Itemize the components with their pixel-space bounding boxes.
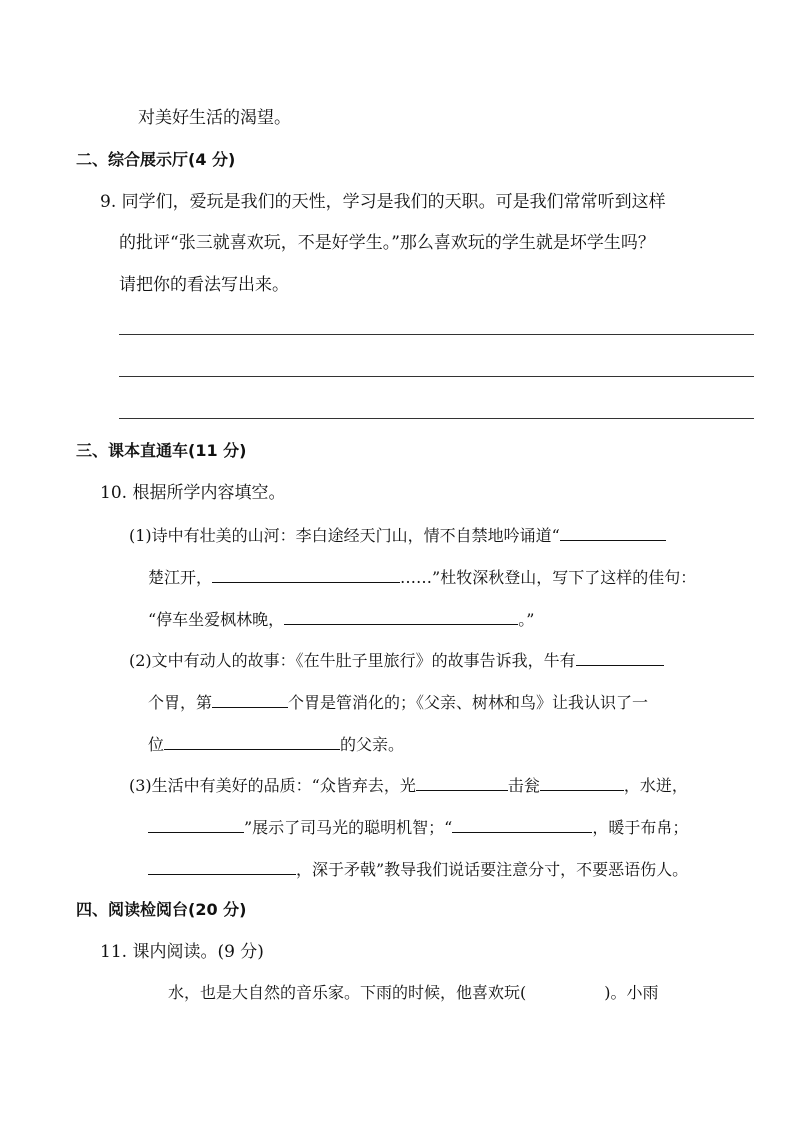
- q11-passage-text-b: )。小雨: [604, 983, 659, 1002]
- answer-line-3[interactable]: [119, 418, 754, 419]
- q10-part3-line2: [148, 815, 688, 840]
- q10-p3-text-a: (3)生活中有美好的品质：“众皆弃去，光: [129, 776, 416, 795]
- q10-p3-blank-1[interactable]: [416, 773, 508, 791]
- q10-part2-line1: [129, 648, 664, 673]
- q10-p1-text-d: “停车坐爱枫林晚，: [148, 610, 285, 629]
- q10-p3-blank-3[interactable]: [148, 815, 244, 833]
- q10-p3-text-c: ，水迸，: [623, 776, 688, 795]
- q10-part2-line2: [148, 690, 648, 715]
- q10-p2-text-d: 位: [148, 735, 165, 754]
- q10-part3-line3: [148, 857, 688, 882]
- q10-part1-line2: [148, 565, 696, 590]
- q10-p3-text-b: 击瓮: [507, 776, 540, 795]
- q10-p1-blank-2[interactable]: [212, 565, 400, 583]
- q10-p2-blank-2[interactable]: [212, 690, 288, 708]
- q10-p2-text-c: 个胃是管消化的；《父亲、树林和鸟》让我认识了一: [288, 693, 649, 712]
- q10-part3-line1: [129, 773, 688, 798]
- q10-p1-text-e: 。”: [518, 610, 535, 629]
- q10-p1-blank-3[interactable]: [284, 607, 518, 625]
- q11-title: 11. 课内阅读。(9 分): [100, 942, 264, 962]
- answer-line-2[interactable]: [119, 376, 754, 377]
- q9-line-2: 的批评“张三就喜欢玩，不是好学生。”那么喜欢玩的学生就是坏学生吗？: [119, 233, 655, 253]
- q10-p2-blank-1[interactable]: [576, 648, 664, 666]
- q11-passage-text-a: 水，也是大自然的音乐家。下雨的时候，他喜欢玩(: [168, 983, 527, 1002]
- q10-p3-blank-2[interactable]: [540, 773, 624, 791]
- section-2-heading: 二、综合展示厅(4 分): [76, 150, 236, 169]
- q10-part2-line3: [148, 732, 404, 757]
- q9-number: 9.: [100, 192, 117, 212]
- q10-p2-blank-3[interactable]: [164, 732, 340, 750]
- q9-text-1: 同学们，爱玩是我们的天性，学习是我们的天职。可是我们常常听到这样: [121, 192, 666, 212]
- q10-p1-blank-1[interactable]: [560, 523, 666, 541]
- answer-line-1[interactable]: [119, 334, 754, 335]
- q10-part1-line3: [148, 607, 534, 632]
- continuation-line: 对美好生活的渴望。: [138, 108, 291, 128]
- q10-p1-text-c: ……”杜牧深秋登山，写下了这样的佳句：: [400, 568, 697, 587]
- q10-p1-text-b: 楚江开，: [148, 568, 213, 587]
- q10-p3-text-e: ，暖于布帛；: [592, 818, 689, 837]
- q10-p2-text-e: 的父亲。: [340, 735, 405, 754]
- q10-title: 10. 根据所学内容填空。: [100, 483, 286, 503]
- q10-p1-text-a: (1)诗中有壮美的山河：李白途经天门山，情不自禁地吟诵道“: [129, 526, 560, 545]
- q9-line-3: 请把你的看法写出来。: [119, 275, 289, 295]
- q10-p3-blank-4[interactable]: [452, 815, 592, 833]
- section-4-heading: 四、阅读检阅台(20 分): [76, 900, 247, 919]
- q10-p3-text-f: ，深于矛戟”教导我们说话要注意分寸，不要恶语伤人。: [296, 860, 689, 879]
- q10-p2-text-a: (2)文中有动人的故事：《在牛肚子里旅行》的故事告诉我，牛有: [129, 651, 576, 670]
- q10-p3-blank-5[interactable]: [148, 857, 296, 875]
- section-3-heading: 三、课本直通车(11 分): [76, 441, 247, 460]
- q9-line-1: [100, 190, 666, 214]
- q11-passage-line1: [168, 981, 659, 1005]
- q10-p3-text-d: ”展示了司马光的聪明机智；“: [244, 818, 453, 837]
- q10-part1-line1: [129, 523, 666, 548]
- q10-p2-text-b: 个胃，第: [148, 693, 213, 712]
